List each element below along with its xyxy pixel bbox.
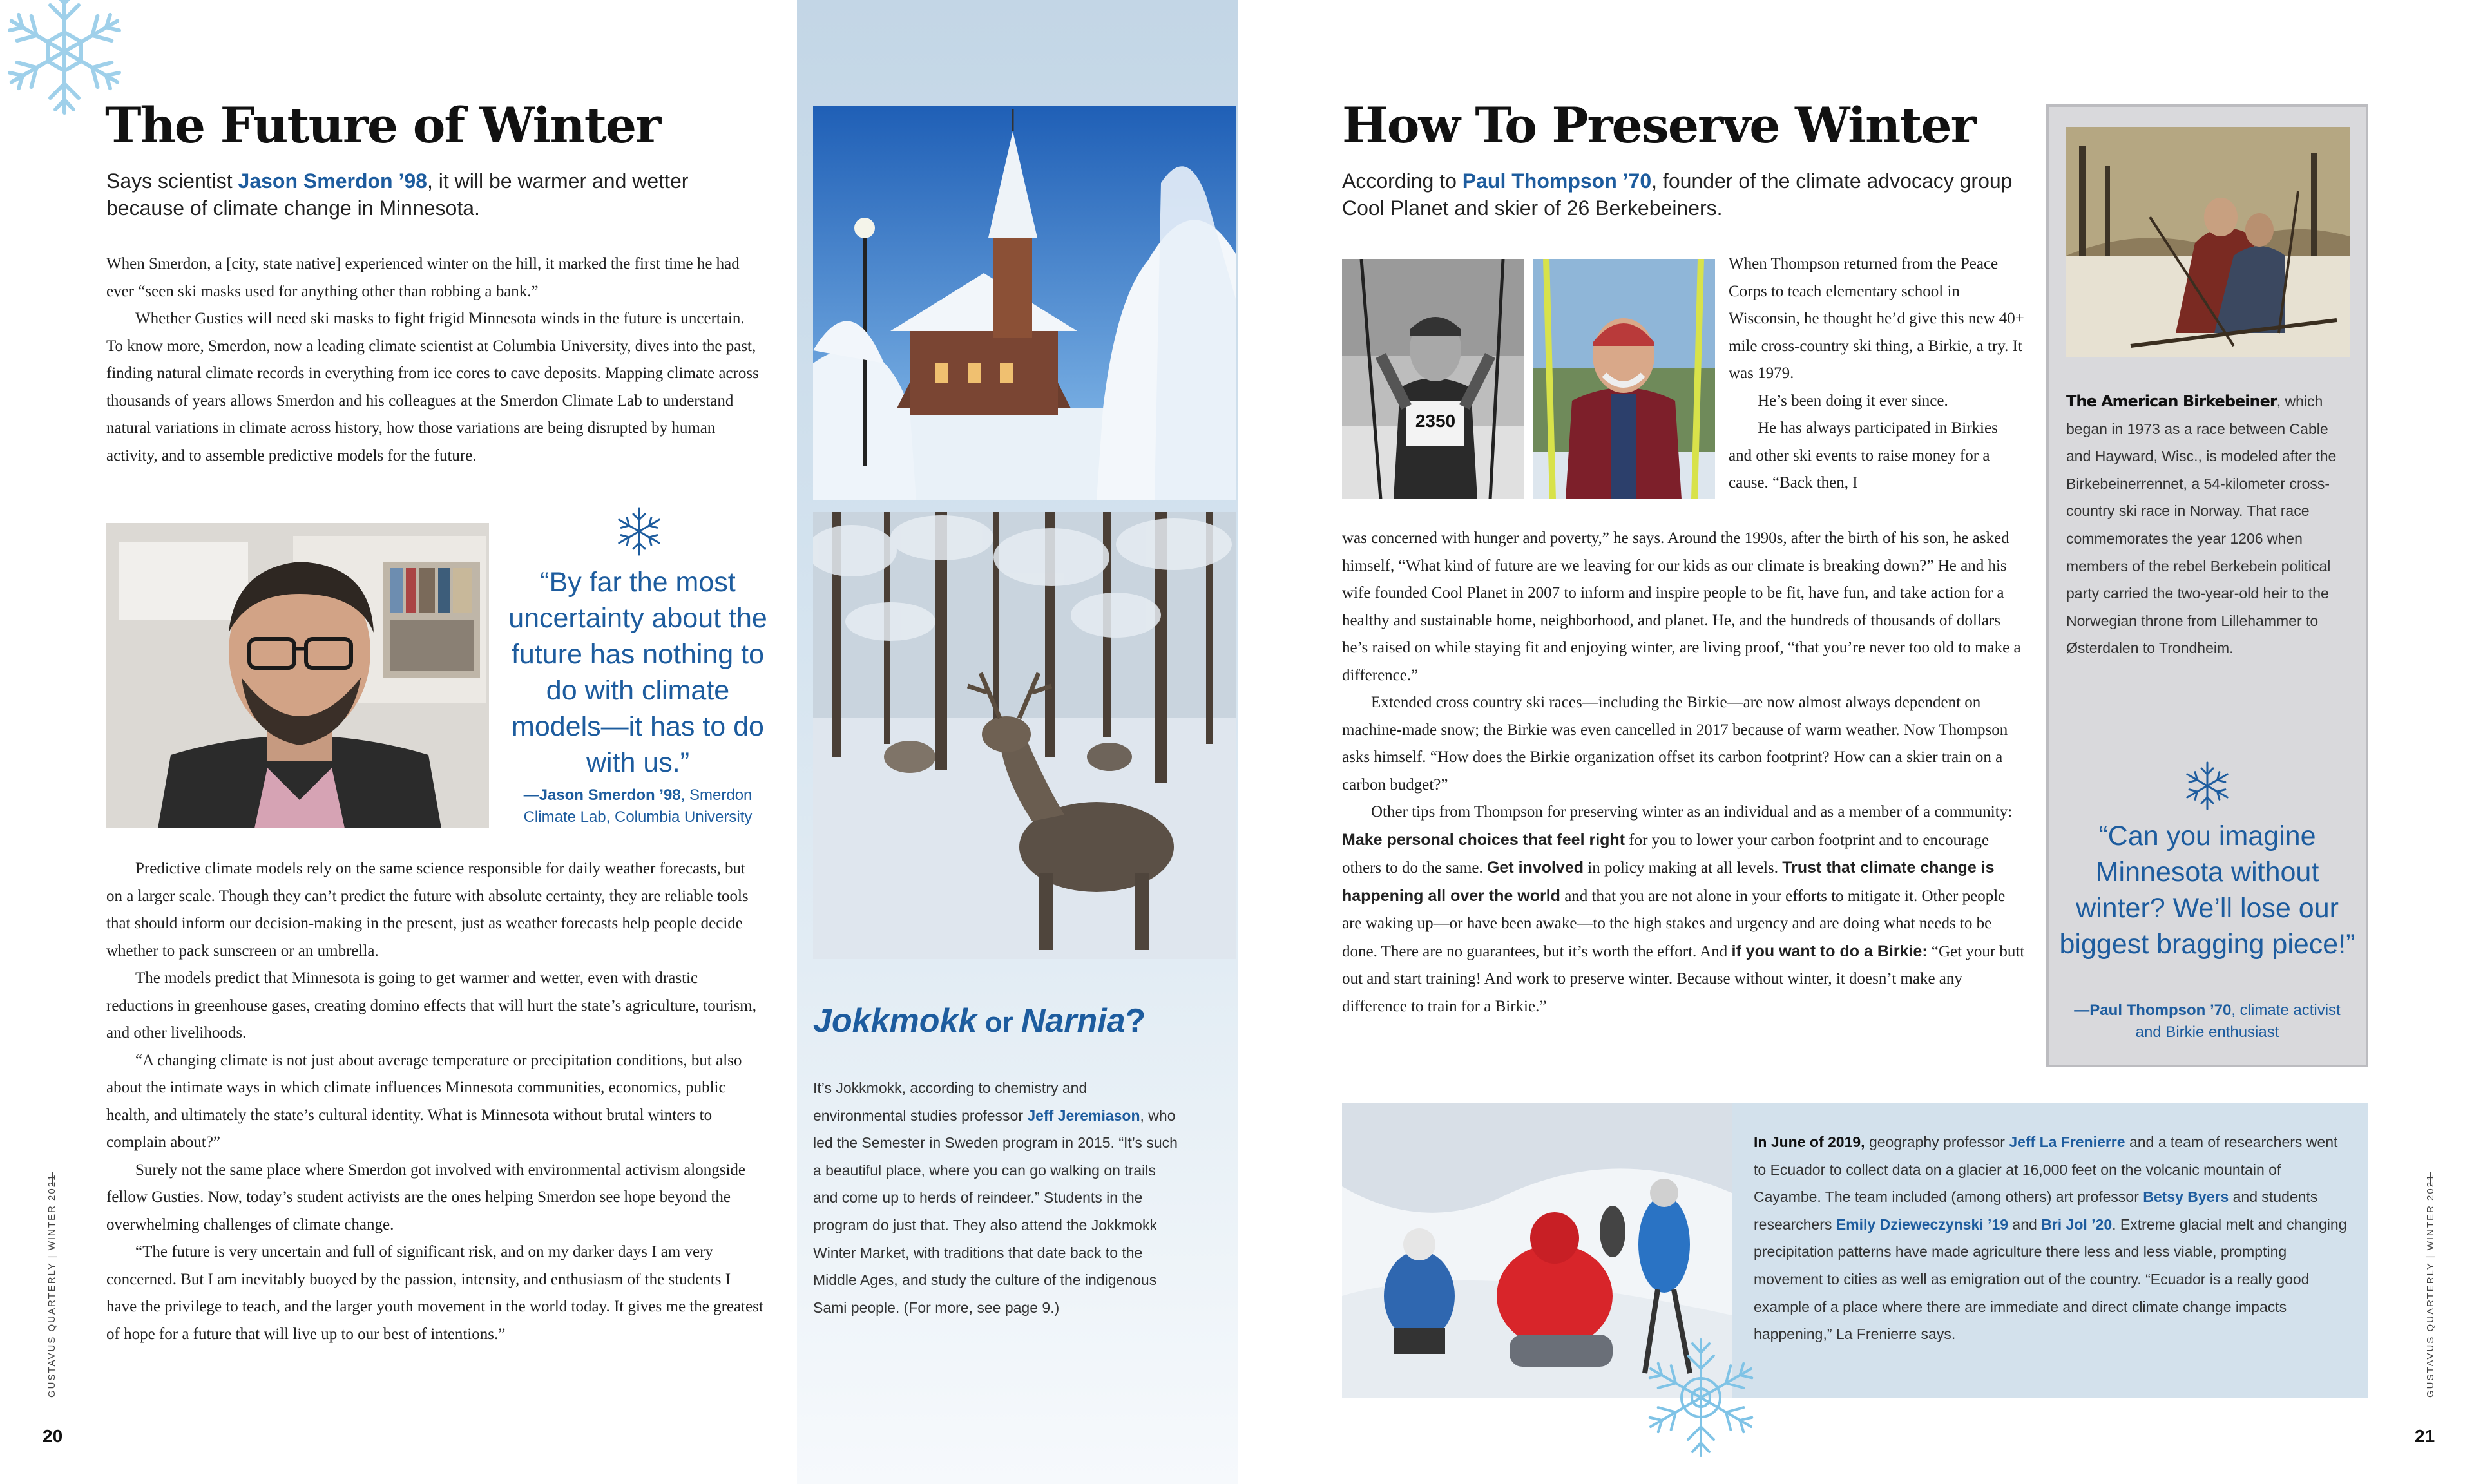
jokkmokk-headline — [813, 1002, 1146, 1040]
jokkmokk-text-pre: It’s Jokkmokk, according to chemistry and environmental studies professor — [813, 1080, 1088, 1124]
left-paragraph: Whether Gusties will need ski masks to fight frigid Minnesota winds in the future is uncertain. To know more, Smerdon, now a leading climate scientist at Columbia University, dives into the past, finding natural climate records in everything from ice cores to cave deposits. Mapping climate across thousands of years allows Smerdon and his colleagues at the Smerdon Climate Lab to understand natural variations in climate across history, how those variations are being disrupted by human activity, and to assemble predictive models for the future. — [106, 310, 759, 464]
left-body-top — [106, 251, 763, 470]
ecuador-name: Emily Dzieweczynski ’19 — [1836, 1215, 2009, 1233]
ecuador-text-part: geography professor — [1865, 1134, 2009, 1150]
bib-number: 2350 — [1415, 411, 1456, 431]
right-running-head: GUSTAVUS QUARTERLY | WINTER 2021 — [2425, 1174, 2436, 1398]
left-running-head: GUSTAVUS QUARTERLY | WINTER 2021 — [46, 1174, 57, 1398]
ecuador-text-part: and a team of researchers went to Ecuador to collect data on a glacier at 16,000 feet on the volcanic mountain of Cayambe. The team included (among others) art professor — [1754, 1134, 2338, 1206]
smerdon-quote-attribution — [503, 785, 773, 828]
right-deck-name: Paul Thompson ’70 — [1462, 169, 1652, 193]
snowflake-decorative-icon — [1636, 1333, 1765, 1462]
ecuador-text-part: and students researchers — [1754, 1188, 2318, 1233]
left-paragraph: The models predict that Minnesota is going to get warmer and wetter, even with drastic reductions in greenhouse gases, creating domino effects that will hurt the state’s agriculture, tourism, and other livelihoods. — [106, 969, 756, 1042]
smerdon-pull-quote: “By far the most uncertainty about the future has nothing to do with climate models—it has to do with us.” — [508, 567, 767, 778]
attrib-name: —Paul Thompson ’70 — [2074, 1002, 2232, 1019]
attrib-name: —Jason Smerdon ’98 — [523, 786, 681, 804]
birkebeiner-body: , which began in 1973 as a race between Cable and Hayward, Wisc., is modeled after the Birkebeinerrennet, a 54-kilometer cross-country ski race in Norway. That race commemorates the year 1206 when members of the rebel Berkebein political party carried the two-year-old heir to the Norwegian throne from Lillehammer to Østerdalen to Trondheim. — [2066, 393, 2337, 657]
tips-text: Other tips from Thompson for preserving winter as an individual and as a member of a community: — [1371, 803, 2013, 821]
left-paragraph: When Smerdon, a [city, state native] experienced winter on the hill, it marked the first time he had ever “seen ski masks used for anything other than robbing a bank.” — [106, 255, 740, 300]
jokkmokk-text-post: , who led the Semester in Sweden program in 2015. “It’s such a beautiful place, where you can go walking on trails and come up to herds of reindeer.” Students in the program do just that. They also attend the Jokkmokk Winter Market, with traditions that date back to the Middle Ages, and study the culture of the indigenous Sami people. (For more, see page 9.) — [813, 1107, 1178, 1316]
left-deck-post: , it will be warmer and wetter because of climate change in Minnesota. — [106, 169, 689, 220]
snowflake-icon — [2182, 760, 2233, 812]
thompson-portrait-photo — [1533, 259, 1715, 499]
birkebeiner-painting — [2066, 127, 2350, 357]
smerdon-portrait-photo — [106, 523, 489, 828]
right-deck — [1342, 167, 2019, 222]
left-paragraph: “The future is very uncertain and full of significant risk, and on my darker days I am very concerned. But I am inevitably buoyed by the passion, intensity, and enthusiasm of the students I have the privilege to teach, and the larger youth movement in the world today. It gives me the greatest of hope for a future that will live up to our best of intentions.” — [106, 1243, 763, 1343]
tips-bold: Get involved — [1486, 859, 1584, 877]
left-paragraph: “A changing climate is not just about average temperature or precipitation conditions, but also about the intimate ways in which climate influences Minnesota communities, economics, public health, and ultimately the state’s cultural identity. What is Minnesota without brutal winters to complain about?” — [106, 1051, 742, 1151]
tips-text: for you to lower your carbon footprint and to encourage others to do the same. — [1342, 831, 1990, 877]
left-paragraph: Surely not the same place where Smerdon got involved with environmental activism alongside fellow Gusties. Now, today’s student activists are the ones helping Smerdon see hope beyond the overwhelming challenges of climate change. — [106, 1161, 745, 1233]
left-deck-pre: Says scientist — [106, 169, 238, 193]
tips-text: “Get your butt out and start training! And work to preserve winter. Because without winter, it doesn’t make any difference to train for a Birkie.” — [1342, 942, 2025, 1015]
ecuador-text-part: . Extreme glacial melt and changing precipitation patterns have made agriculture there less and less viable, prompting movement to cities as well as emigration out of the country. “Ecuador is a really good example of a place where there are immediate and direct climate change impacts happening,” La Frenierre says. — [1754, 1215, 2347, 1343]
jokkmokk-text-name: Jeff Jeremiason — [1027, 1107, 1140, 1124]
headline-or: or — [977, 1007, 1021, 1038]
attrib-rest: , climate activist and Birkie enthusiast — [2135, 1002, 2341, 1041]
left-body-bottom — [106, 855, 763, 1348]
left-page-number: 20 — [43, 1426, 63, 1446]
ecuador-name: Jeff La Frenierre — [2009, 1134, 2125, 1150]
headline-question: ? — [1125, 1002, 1146, 1040]
right-paragraph: He has always participated in Birkies and other ski events to raise money for a cause. “Back then, I — [1729, 419, 1998, 491]
left-article-title: The Future of Winter — [105, 97, 660, 154]
ecuador-name: Bri Jol ’20 — [2041, 1215, 2113, 1233]
ecuador-lead: In June of 2019, — [1754, 1134, 1865, 1150]
snowflake-icon — [613, 506, 665, 557]
ecuador-text — [1754, 1128, 2350, 1348]
thompson-race-photo — [1342, 259, 1524, 499]
left-deck — [106, 167, 770, 222]
headline-narnia: Narnia — [1021, 1002, 1126, 1040]
tips-text: and that you are not alone in your efforts to mitigate it. Other people are waking up—or have been awake—to the high stakes and urgency and are doing what needs to be done. There are no guarantees, but it’s worth the effort. And — [1342, 887, 2006, 960]
thompson-pull-quote: “Can you imagine Minnesota without winter? We’ll lose our biggest bragging piece!” — [2059, 821, 2355, 960]
right-tips-paragraph — [1342, 799, 2025, 1020]
tips-bold: Make personal choices that feel right — [1342, 830, 1625, 849]
jokkmokk-church-photo — [813, 106, 1236, 500]
birkebeiner-lead: The American Birkebeiner — [2066, 392, 2277, 410]
right-article-title: How To Preserve Winter — [1342, 97, 1975, 154]
attrib-rest: , Smerdon Climate Lab, Columbia University — [523, 786, 753, 826]
right-page-number: 21 — [2415, 1426, 2435, 1446]
right-paragraph: Extended cross country ski races—including the Birkie—are now almost always dependent on machine-made snow; the Birkie was even cancelled in 2017 because of warm weather. Now Thompson asks himself. “How does the Birkie organization offset its carbon footprint? How can a skier train on a carbon budget?” — [1342, 694, 2008, 794]
tips-bold: if you want to do a Birkie: — [1731, 942, 1928, 960]
left-deck-name: Jason Smerdon ’98 — [238, 169, 427, 193]
tips-bold: Trust that climate change is happening all over the world — [1342, 859, 1995, 905]
ecuador-text-part: and — [2008, 1215, 2042, 1233]
right-deck-pre: According to — [1342, 169, 1462, 193]
tips-text: in policy making at all levels. — [1584, 859, 1783, 877]
right-paragraph: He’s been doing it ever since. — [1758, 392, 1948, 410]
right-deck-post: , founder of the climate advocacy group Cool Planet and skier of 26 Berkebeiners. — [1342, 169, 2013, 220]
birkebeiner-text — [2066, 388, 2350, 662]
right-body-main — [1342, 525, 2025, 1020]
ecuador-name: Betsy Byers — [2143, 1188, 2229, 1206]
right-body-top — [1729, 251, 2025, 497]
thompson-quote-attribution — [2059, 1000, 2355, 1043]
left-paragraph: Predictive climate models rely on the same science responsible for daily weather forecasts, but on a larger scale. Though they can’t predict the future with absolute certainty, they are reliable tools that should inform our decision-making in the present, just as weather forecasts help people decide whether to pack sunscreen or an umbrella. — [106, 860, 749, 960]
reindeer-forest-photo — [813, 512, 1236, 959]
right-paragraph: When Thompson returned from the Peace Corps to teach elementary school in Wisconsin, he thought he’d give this new 40+ mile cross-country ski thing, a Birkie, a try. It was 1979. — [1729, 255, 2024, 382]
right-paragraph: was concerned with hunger and poverty,” he says. Around the 1990s, after the birth of his son, he asked himself, “What kind of future are we leaving for our kids as our climate is breaking down?” He and his wife founded Cool Planet in 2007 to inform and inspire people to be fit, have fun, and take action for a healthy and sustainable home, neighborhood, and planet. He, and the hundreds of thousands of dollars he’s raised on while staying fit and enjoying winter, are living proof, “that you’re never too old to make a difference.” — [1342, 529, 2021, 684]
headline-jokkmokk: Jokkmokk — [813, 1002, 977, 1040]
jokkmokk-text — [813, 1074, 1180, 1321]
